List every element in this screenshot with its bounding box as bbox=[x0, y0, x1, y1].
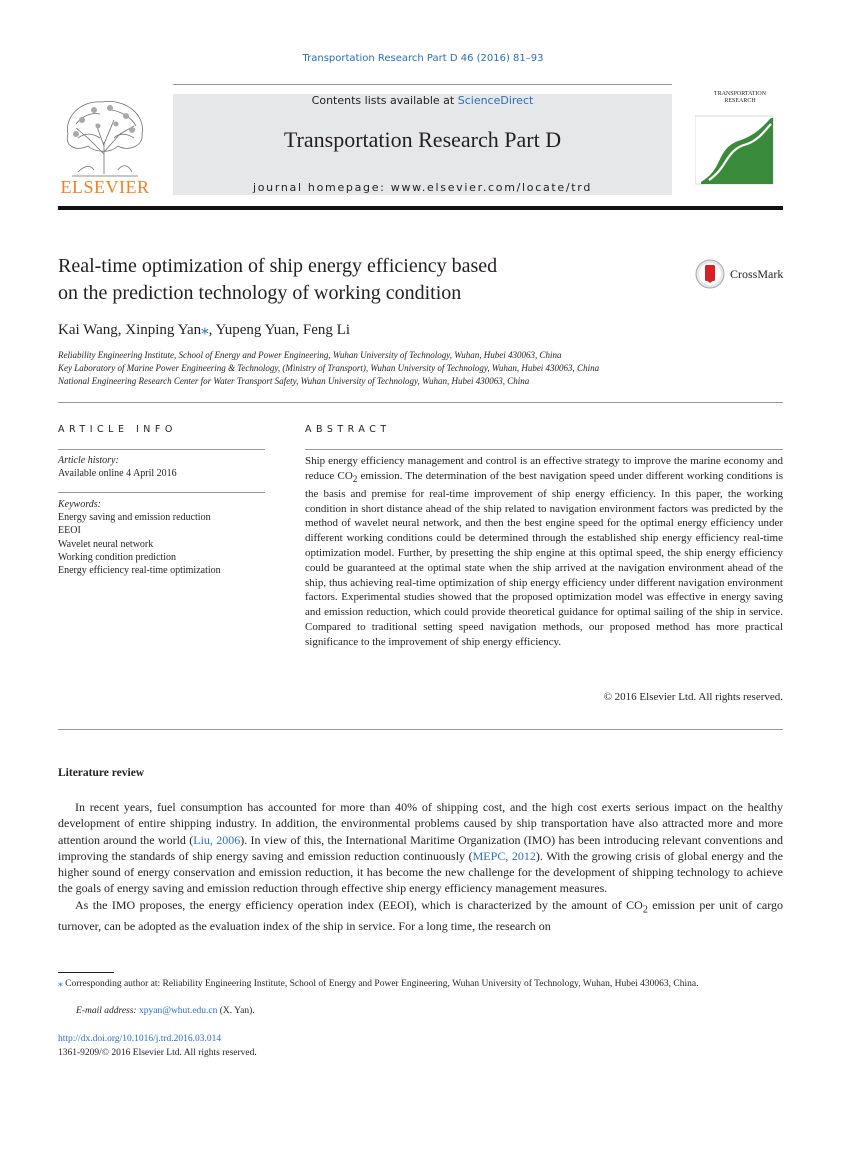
co2-subscript: 2 bbox=[352, 473, 358, 484]
reference-link-mepc-2012[interactable]: MEPC, 2012 bbox=[472, 848, 536, 863]
body-text bbox=[58, 799, 783, 935]
divider-below-abstract bbox=[58, 729, 783, 730]
article-title-line1: Real-time optimization of ship energy efficiency based bbox=[58, 255, 498, 277]
header-top-rule bbox=[173, 84, 672, 85]
keyword-item: Wavelet neural network bbox=[58, 539, 154, 550]
abstract-part-2: emission. The determination of the best navigation speed under different working conditions is the basis and premise for real-time improvement of ship energy efficiency. In this paper, the working condition in short distance ahead of the ship related to navigation environment factors was predicted by the method of wavelet neural network, and then the best engine speed for the optimal energy efficiency under different working conditions could be determined through the established ship energy efficiency real-time optimization model. Further, by presetting the ship engine at this optimal speed, the ship energy efficiency could be guaranteed at the optimal state when the ship arrived at the navigation environment ahead of the ship, thus achieving real-time optimization of ship energy efficiency under different navigation environment factors. Experimental studies showed that the proposed optimization model was effective in energy saving and emission reduction, which could provide theoretical guidance for optimal sailing of the ship in service. Compared to traditional setting speed navigation methods, our proposed method has more practical significance to the improvement of ship energy efficiency. bbox=[305, 469, 783, 648]
body-paragraph-1 bbox=[58, 799, 783, 897]
article-info-rule bbox=[58, 449, 265, 450]
corresponding-author-footnote bbox=[58, 978, 783, 992]
cover-title-line1: TRANSPORTATION bbox=[713, 91, 767, 97]
article-info-heading: ARTICLE INFO bbox=[58, 424, 177, 435]
homepage-prefix: journal homepage: bbox=[252, 181, 391, 194]
email-suffix: (X. Yan). bbox=[217, 1006, 255, 1016]
co2-subscript: 2 bbox=[642, 904, 648, 916]
journal-title: Transportation Research Part D bbox=[283, 127, 562, 152]
author-list bbox=[58, 320, 350, 339]
body-paragraph-2 bbox=[58, 897, 783, 935]
article-title-line2: on the prediction technology of working condition bbox=[58, 282, 462, 304]
affiliation-1: Reliability Engineering Institute, School of Energy and Power Engineering, Wuhan University of Technology, Wuhan, Hubei 430063, China bbox=[58, 350, 562, 360]
keywords-label: Keywords: bbox=[58, 499, 101, 510]
journal-citation-link[interactable]: Transportation Research Part D 46 (2016) 81–93 bbox=[302, 53, 544, 64]
abstract-heading: ABSTRACT bbox=[305, 424, 391, 435]
affiliation-3: National Engineering Research Center for Water Transport Safety, Wuhan University of Technology, Wuhan, Hubei 430063, China bbox=[58, 376, 530, 386]
contents-availability bbox=[173, 94, 672, 107]
header-thick-rule bbox=[58, 206, 783, 210]
footnote-marker[interactable]: ⁎ bbox=[58, 979, 63, 989]
reference-link-liu-2006[interactable]: Liu, 2006 bbox=[193, 832, 241, 847]
p2-text-b: emission per unit of cargo turnover, can be adopted as the evaluation index of the ship in service. For a long time, the research on bbox=[58, 897, 784, 934]
email-label: E-mail address: bbox=[76, 1006, 139, 1016]
homepage-url-link[interactable]: www.elsevier.com/locate/trd bbox=[390, 181, 593, 194]
keyword-item: Energy efficiency real-time optimization bbox=[58, 565, 221, 576]
article-title bbox=[58, 253, 658, 307]
cover-title bbox=[697, 91, 783, 105]
abstract-text bbox=[305, 454, 783, 650]
abstract-copyright: © 2016 Elsevier Ltd. All rights reserved. bbox=[603, 691, 783, 703]
p1-text-a: In recent years, fuel consumption has accounted for more than 40% of shipping cost, and the high cost exerts serious impact on the healthy development of entire shipping industry. In addition, the environmental problems caused by ship transportation have also attracted more and more attention around the world ( bbox=[58, 800, 783, 847]
section-heading: Literature review bbox=[58, 767, 145, 779]
history-keywords-rule bbox=[58, 492, 265, 493]
issn-copyright: 1361-9209/© 2016 Elsevier Ltd. All rights reserved. bbox=[58, 1048, 257, 1058]
p1-text-b: ). In view of this, the International Maritime Organization (IMO) has been introducing relevant conventions and improving the standards of ship energy saving and emission reduction continuously ( bbox=[58, 832, 783, 863]
history-label: Article history: bbox=[58, 455, 119, 466]
journal-homepage bbox=[173, 181, 672, 194]
history-value: Available online 4 April 2016 bbox=[58, 468, 177, 479]
abstract-rule bbox=[305, 449, 783, 450]
keyword-item: Working condition prediction bbox=[58, 552, 177, 563]
crossmark-label[interactable]: CrossMark bbox=[730, 267, 784, 281]
keyword-item: EEOI bbox=[58, 525, 81, 536]
footnote-rule bbox=[58, 972, 114, 973]
crossmark-icon[interactable] bbox=[695, 259, 725, 289]
keyword-item: Energy saving and emission reduction bbox=[58, 512, 211, 523]
p2-text-a: As the IMO proposes, the energy efficiency operation index (EEOI), which is characterized by the amount of CO bbox=[75, 897, 643, 912]
contents-prefix: Contents lists available at bbox=[311, 94, 458, 107]
corresponding-author-marker[interactable]: ⁎ bbox=[201, 322, 209, 338]
divider-above-info bbox=[58, 402, 783, 403]
authors-first: Kai Wang, Xinping Yan bbox=[58, 322, 202, 338]
authors-rest: , Yupeng Yuan, Feng Li bbox=[208, 322, 350, 338]
footnote-text: Corresponding author at: Reliability Engineering Institute, School of Energy and Power Engineering, Wuhan University of Technology, Wuhan, Hubei 430063, China. bbox=[62, 979, 699, 989]
cover-title-line2: RESEARCH bbox=[724, 98, 756, 104]
doi-link[interactable]: http://dx.doi.org/10.1016/j.trd.2016.03.014 bbox=[58, 1034, 222, 1044]
p1-text-c: ). With the growing crisis of global energy and the higher sound of energy conservation and emission reduction, it has become the new challenge for the development of shipping technology to achieve the goals of energy saving and emission reduction through effective ship energy efficiency management measures. bbox=[58, 848, 784, 896]
email-link[interactable]: xpyan@whut.edu.cn bbox=[138, 1006, 218, 1016]
sciencedirect-link[interactable]: ScienceDirect bbox=[457, 94, 534, 107]
email-line bbox=[76, 1006, 255, 1016]
elsevier-wordmark: ELSEVIER bbox=[60, 177, 150, 197]
affiliation-2: Key Laboratory of Marine Power Engineering & Technology, (Ministry of Transport), Wuhan University of Technology, Wuhan, Hubei 430063, China bbox=[58, 363, 600, 373]
abstract-part-1: Ship energy efficiency management and control is an effective strategy to improve the marine economy and reduce CO bbox=[305, 455, 783, 482]
